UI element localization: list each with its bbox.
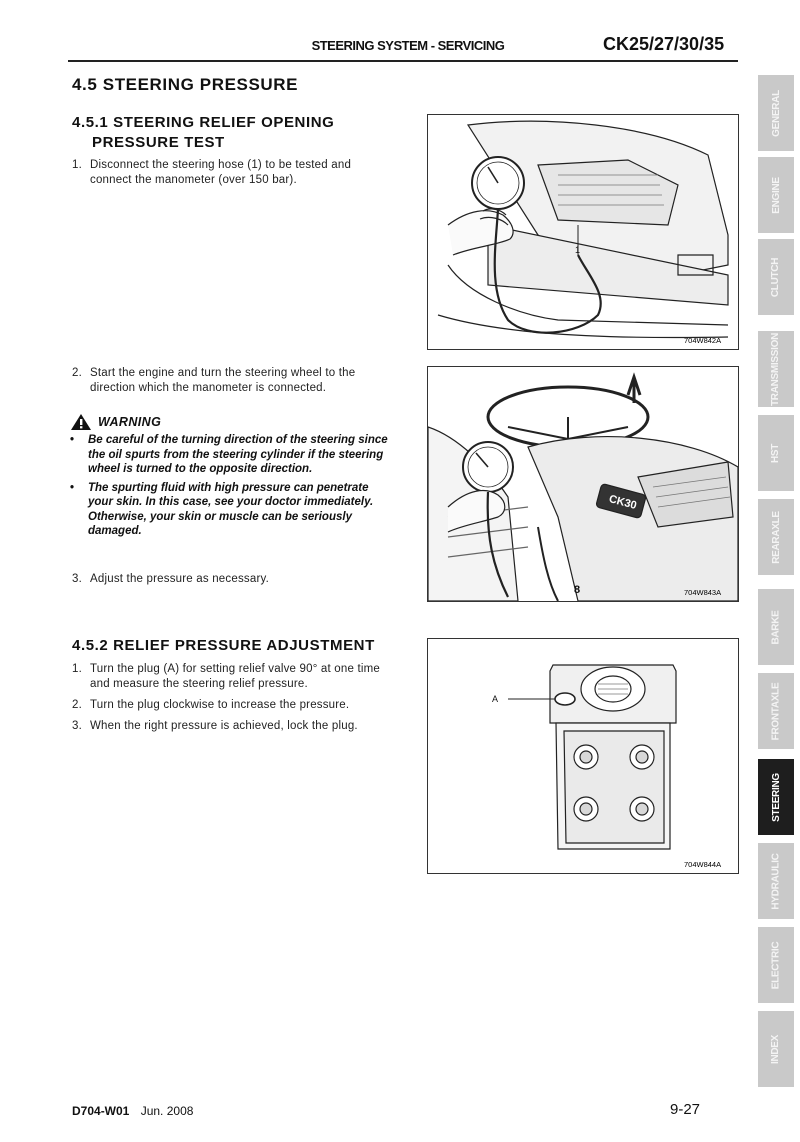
tab-frontaxle[interactable] (758, 673, 794, 752)
running-header-model: CK25/27/30/35 (603, 34, 725, 54)
step-text: Disconnect the steering hose (1) to be tested and connect the manometer (over 150 bar). (90, 159, 352, 186)
section-heading-line1: 4.5.1 STEERING RELIEF OPENING (72, 114, 335, 131)
tab-electric[interactable] (758, 927, 794, 1006)
warning-icon (70, 413, 92, 431)
step-1 (72, 158, 390, 188)
tab-label: ENGINE (770, 176, 782, 214)
tab-label: HYDRAULIC (770, 852, 782, 910)
tab-label: ELECTRIC (770, 941, 782, 989)
warning-text: Be careful of the turning direction of the steering since the oil spurts from the steering cylinder if the steering wheel is turned to the opposite direction. (88, 434, 388, 475)
bullet-dot: • (70, 481, 75, 494)
page-title: 4.5 STEERING PRESSURE (72, 75, 299, 94)
figure-manometer-hose (427, 114, 739, 350)
step-number: 2. (72, 367, 82, 379)
tab-brake[interactable] (758, 589, 794, 668)
callout-1: 1 (575, 245, 581, 255)
tab-label: CLUTCH (770, 257, 782, 297)
step-2 (72, 366, 390, 396)
figure-relief-valve (427, 638, 739, 874)
section-heading-line2: PRESSURE TEST (92, 134, 225, 151)
tab-engine[interactable] (758, 157, 794, 236)
step-text: Turn the plug (A) for setting relief valve 90° at one time and measure the steering relief pressure. (90, 663, 380, 690)
footer-doc-code: D704-W01 (72, 1104, 130, 1118)
tab-transmission[interactable] (758, 331, 794, 410)
tab-general[interactable] (758, 75, 794, 154)
step-number: 3. (72, 573, 82, 585)
step-number: 1. (72, 159, 82, 171)
figure-code: 704W842A (684, 336, 722, 345)
step-text: Start the engine and turn the steering wheel to the direction which the manometer is connected. (90, 367, 356, 394)
tab-label: STEERING (770, 772, 782, 822)
warning-bullet (70, 433, 390, 477)
adjust-step-1 (72, 662, 390, 692)
tab-label: FRONTAXLE (770, 682, 782, 740)
tab-hst[interactable] (758, 415, 794, 494)
step-number: 1. (72, 663, 82, 675)
manometer-hose-illustration (428, 115, 738, 349)
running-header-section: STEERING SYSTEM - SERVICING (311, 38, 505, 53)
warning-bullet (70, 481, 390, 539)
step-3 (72, 572, 390, 587)
header-rule (68, 60, 738, 62)
steering-wheel-illustration (428, 367, 738, 601)
callout-8: 8 (574, 584, 581, 596)
tab-label: REARAXLE (770, 510, 782, 564)
tab-index[interactable] (758, 1011, 794, 1090)
step-text: Adjust the pressure as necessary. (90, 573, 269, 585)
footer-doc-info (72, 1104, 193, 1118)
adjust-step-3 (72, 719, 390, 734)
figure-code: 704W843A (684, 588, 722, 597)
step-text: Turn the plug clockwise to increase the pressure. (90, 699, 350, 711)
tab-rearaxle[interactable] (758, 499, 794, 578)
warning-title: WARNING (98, 415, 162, 429)
warning-list (70, 433, 390, 543)
bullet-dot: • (70, 434, 75, 446)
figure-steering-wheel (427, 366, 739, 602)
tab-label: GENERAL (770, 89, 782, 137)
step-text: When the right pressure is achieved, lock the plug. (90, 720, 358, 732)
section-heading-4-5-2: 4.5.2 RELIEF PRESSURE ADJUSTMENT (72, 637, 375, 654)
tab-hydraulic[interactable] (758, 843, 794, 922)
step-number: 2. (72, 699, 82, 711)
figure-badge: CK30 (607, 493, 638, 512)
tab-label: INDEX (770, 1034, 782, 1064)
tab-clutch[interactable] (758, 239, 794, 318)
tab-label: BARKE (770, 609, 782, 645)
step-number: 3. (72, 720, 82, 732)
relief-valve-illustration (428, 639, 738, 873)
warning-heading (70, 413, 161, 431)
page-number: 9-27 (670, 1101, 701, 1118)
footer-date: Jun. 2008 (140, 1104, 194, 1118)
callout-a: A (492, 694, 499, 704)
tab-label: TRANSMISSION (770, 332, 782, 406)
section-heading-4-5-1 (72, 113, 334, 153)
figure-code: 704W844A (684, 860, 722, 869)
warning-text: The spurting fluid with high pressure can penetrate your skin. In this case, see your doctor immediately. Otherwise, your skin or muscle can be seriously damaged. (88, 481, 374, 537)
adjust-step-2 (72, 698, 390, 713)
tab-label: HST (770, 443, 782, 463)
tab-steering[interactable] (758, 759, 794, 838)
